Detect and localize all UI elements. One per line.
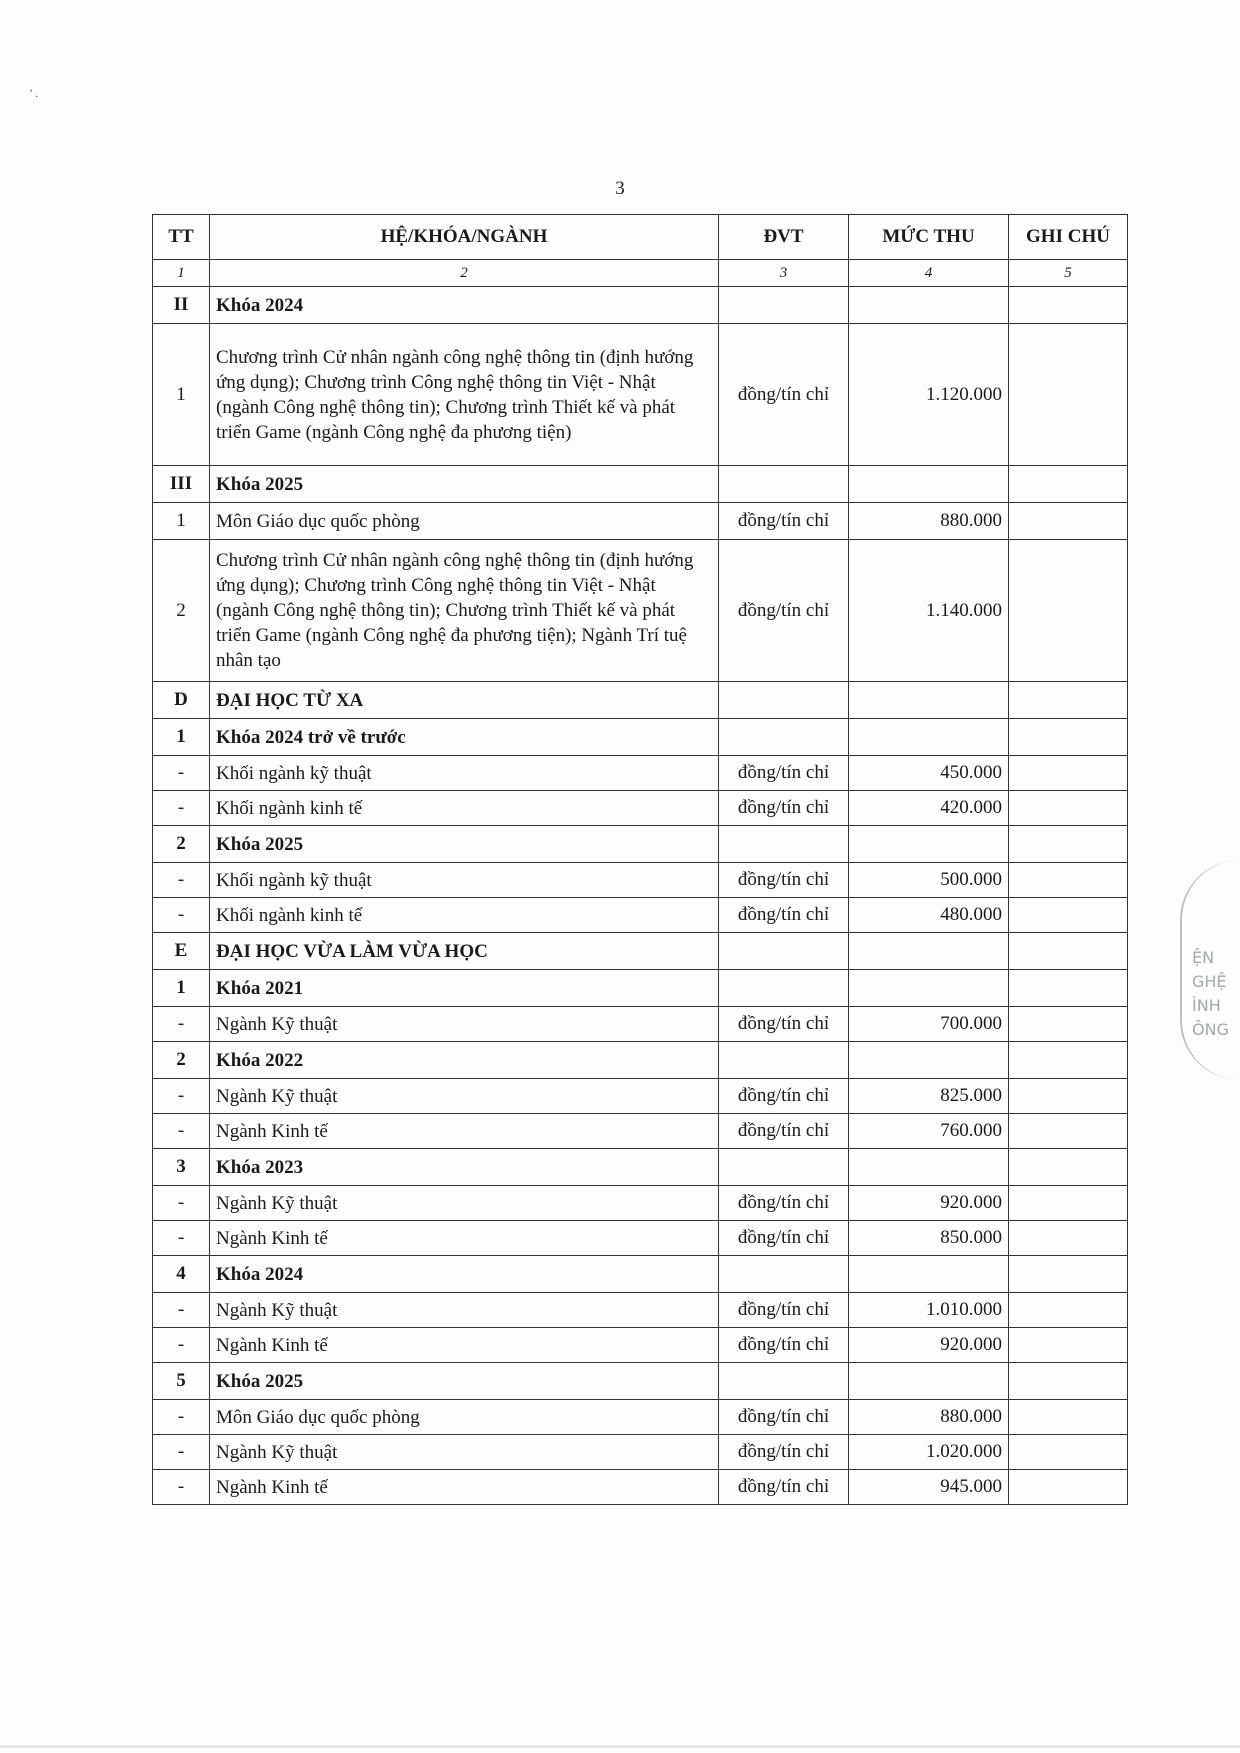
cell-tt: III <box>153 466 210 503</box>
table-row <box>153 756 1128 791</box>
cell-fee <box>849 1363 1009 1400</box>
cell-name: Khóa 2022 <box>210 1042 719 1079</box>
table-row <box>153 791 1128 826</box>
table-row <box>153 1042 1128 1079</box>
cell-tt: 1 <box>153 719 210 756</box>
header-tt: TT <box>153 215 210 260</box>
cell-note <box>1009 791 1128 826</box>
cell-note <box>1009 1221 1128 1256</box>
index-cell: 5 <box>1009 260 1128 287</box>
cell-unit <box>719 970 849 1007</box>
cell-fee: 945.000 <box>849 1470 1009 1505</box>
cell-name: Ngành Kỹ thuật <box>210 1186 719 1221</box>
cell-name: Khóa 2025 <box>210 826 719 863</box>
cell-unit <box>719 719 849 756</box>
table-row <box>153 1007 1128 1042</box>
cell-name: Ngành Kinh tế <box>210 1221 719 1256</box>
cell-note <box>1009 756 1128 791</box>
cell-note <box>1009 1114 1128 1149</box>
cell-name: Khóa 2023 <box>210 1149 719 1186</box>
cell-tt: - <box>153 898 210 933</box>
cell-note <box>1009 1007 1128 1042</box>
cell-note <box>1009 933 1128 970</box>
cell-fee <box>849 1042 1009 1079</box>
cell-fee: 480.000 <box>849 898 1009 933</box>
cell-name: Ngành Kinh tế <box>210 1328 719 1363</box>
cell-tt: 3 <box>153 1149 210 1186</box>
table-row <box>153 1328 1128 1363</box>
cell-note <box>1009 1328 1128 1363</box>
cell-fee: 420.000 <box>849 791 1009 826</box>
cell-tt: - <box>153 791 210 826</box>
stamp-line: ÔNG <box>1192 1020 1229 1039</box>
cell-fee <box>849 287 1009 324</box>
cell-fee <box>849 719 1009 756</box>
table-row <box>153 1363 1128 1400</box>
cell-name: Khối ngành kinh tế <box>210 898 719 933</box>
cell-unit: đồng/tín chỉ <box>719 898 849 933</box>
table-row <box>153 324 1128 466</box>
cell-unit <box>719 1363 849 1400</box>
table-row <box>153 466 1128 503</box>
cell-fee <box>849 933 1009 970</box>
cell-note <box>1009 1293 1128 1328</box>
cell-fee <box>849 970 1009 1007</box>
header-unit: ĐVT <box>719 215 849 260</box>
table-row <box>153 1400 1128 1435</box>
cell-note <box>1009 682 1128 719</box>
table-row <box>153 970 1128 1007</box>
cell-fee <box>849 1149 1009 1186</box>
index-cell: 1 <box>153 260 210 287</box>
table-row <box>153 1186 1128 1221</box>
cell-note <box>1009 1186 1128 1221</box>
cell-name: Ngành Kỹ thuật <box>210 1007 719 1042</box>
cell-unit: đồng/tín chỉ <box>719 1293 849 1328</box>
cell-note <box>1009 466 1128 503</box>
table-row <box>153 503 1128 540</box>
cell-note <box>1009 540 1128 682</box>
cell-fee: 825.000 <box>849 1079 1009 1114</box>
cell-fee: 880.000 <box>849 1400 1009 1435</box>
cell-tt: 5 <box>153 1363 210 1400</box>
cell-name: Khóa 2024 <box>210 287 719 324</box>
table-row <box>153 1221 1128 1256</box>
table-row <box>153 898 1128 933</box>
cell-name: Chương trình Cử nhân ngành công nghệ thông tin (định hướng ứng dụng); Chương trình Công nghệ thông tin Việt - Nhật (ngành Công nghệ thông tin); Chương trình Thiết kế và phát triển Game (ngành Công nghệ đa phương tiện); Ngành Trí tuệ nhân tạo <box>210 540 719 682</box>
cell-note <box>1009 1363 1128 1400</box>
cell-unit <box>719 1149 849 1186</box>
cell-note <box>1009 1079 1128 1114</box>
cell-unit: đồng/tín chỉ <box>719 863 849 898</box>
cell-tt: 2 <box>153 1042 210 1079</box>
table-row <box>153 719 1128 756</box>
cell-tt: - <box>153 1293 210 1328</box>
cell-name: ĐẠI HỌC VỪA LÀM VỪA HỌC <box>210 933 719 970</box>
cell-unit: đồng/tín chỉ <box>719 1079 849 1114</box>
cell-name: ĐẠI HỌC TỪ XA <box>210 682 719 719</box>
table-row <box>153 1149 1128 1186</box>
cell-note <box>1009 1470 1128 1505</box>
cell-name: Ngành Kinh tế <box>210 1114 719 1149</box>
index-cell: 4 <box>849 260 1009 287</box>
table-row <box>153 1256 1128 1293</box>
table-row <box>153 540 1128 682</box>
table-row <box>153 287 1128 324</box>
cell-note <box>1009 1149 1128 1186</box>
stamp-line: ỆN <box>1192 948 1215 967</box>
cell-unit: đồng/tín chỉ <box>719 1470 849 1505</box>
header-note: GHI CHÚ <box>1009 215 1128 260</box>
cell-name: Ngành Kinh tế <box>210 1470 719 1505</box>
cell-name: Ngành Kỹ thuật <box>210 1293 719 1328</box>
cell-unit: đồng/tín chỉ <box>719 756 849 791</box>
header-row <box>153 215 1128 260</box>
cell-note <box>1009 1256 1128 1293</box>
index-cell: 3 <box>719 260 849 287</box>
header-fee: MỨC THU <box>849 215 1009 260</box>
cell-name: Ngành Kỹ thuật <box>210 1435 719 1470</box>
cell-note <box>1009 970 1128 1007</box>
stamp-line: GHỆ <box>1192 972 1227 991</box>
cell-fee <box>849 466 1009 503</box>
cell-note <box>1009 1042 1128 1079</box>
fee-table-body <box>153 287 1128 1505</box>
cell-note <box>1009 1435 1128 1470</box>
cell-tt: - <box>153 1114 210 1149</box>
cell-note <box>1009 898 1128 933</box>
cell-fee: 1.120.000 <box>849 324 1009 466</box>
table-row <box>153 1293 1128 1328</box>
cell-unit: đồng/tín chỉ <box>719 324 849 466</box>
cell-fee: 760.000 <box>849 1114 1009 1149</box>
cell-name: Khóa 2025 <box>210 466 719 503</box>
cell-unit: đồng/tín chỉ <box>719 1435 849 1470</box>
cell-unit <box>719 1256 849 1293</box>
cell-unit <box>719 466 849 503</box>
cell-fee: 1.020.000 <box>849 1435 1009 1470</box>
page-number: 3 <box>615 178 625 199</box>
cell-tt: - <box>153 756 210 791</box>
cell-tt: - <box>153 1400 210 1435</box>
cell-name: Khóa 2024 trở về trước <box>210 719 719 756</box>
table-row <box>153 933 1128 970</box>
cell-unit: đồng/tín chỉ <box>719 1007 849 1042</box>
cell-tt: - <box>153 1328 210 1363</box>
cell-fee: 850.000 <box>849 1221 1009 1256</box>
cell-fee <box>849 1256 1009 1293</box>
cell-name: Chương trình Cử nhân ngành công nghệ thông tin (định hướng ứng dụng); Chương trình Công nghệ thông tin Việt - Nhật (ngành Công nghệ thông tin); Chương trình Thiết kế và phát triển Game (ngành Công nghệ đa phương tiện) <box>210 324 719 466</box>
cell-tt: - <box>153 1007 210 1042</box>
cell-name: Khối ngành kinh tế <box>210 791 719 826</box>
cell-unit: đồng/tín chỉ <box>719 1221 849 1256</box>
cell-note <box>1009 826 1128 863</box>
cell-fee <box>849 826 1009 863</box>
cell-unit <box>719 933 849 970</box>
cell-tt: - <box>153 863 210 898</box>
cell-unit: đồng/tín chỉ <box>719 1186 849 1221</box>
cell-tt: E <box>153 933 210 970</box>
stamp-line: ÌNH <box>1192 996 1221 1015</box>
cell-unit: đồng/tín chỉ <box>719 1328 849 1363</box>
table-row <box>153 1435 1128 1470</box>
cell-name: Môn Giáo dục quốc phòng <box>210 503 719 540</box>
cell-name: Khóa 2025 <box>210 1363 719 1400</box>
cell-tt: 1 <box>153 970 210 1007</box>
cell-tt: - <box>153 1435 210 1470</box>
scan-mark: ' . <box>30 86 39 100</box>
cell-tt: 4 <box>153 1256 210 1293</box>
cell-name: Môn Giáo dục quốc phòng <box>210 1400 719 1435</box>
cell-fee: 1.140.000 <box>849 540 1009 682</box>
index-row <box>153 260 1128 287</box>
scan-edge <box>0 1745 1240 1748</box>
cell-tt: - <box>153 1186 210 1221</box>
cell-unit: đồng/tín chỉ <box>719 1114 849 1149</box>
cell-tt: D <box>153 682 210 719</box>
cell-fee: 1.010.000 <box>849 1293 1009 1328</box>
table-row <box>153 1114 1128 1149</box>
cell-name: Khối ngành kỹ thuật <box>210 863 719 898</box>
cell-tt: 2 <box>153 540 210 682</box>
header-name: HỆ/KHÓA/NGÀNH <box>210 215 719 260</box>
cell-name: Khối ngành kỹ thuật <box>210 756 719 791</box>
cell-fee: 920.000 <box>849 1328 1009 1363</box>
cell-unit: đồng/tín chỉ <box>719 540 849 682</box>
cell-fee: 920.000 <box>849 1186 1009 1221</box>
cell-note <box>1009 503 1128 540</box>
cell-fee <box>849 682 1009 719</box>
cell-tt: - <box>153 1079 210 1114</box>
table-row <box>153 682 1128 719</box>
cell-fee: 700.000 <box>849 1007 1009 1042</box>
index-cell: 2 <box>210 260 719 287</box>
cell-unit <box>719 1042 849 1079</box>
cell-tt: - <box>153 1470 210 1505</box>
cell-unit: đồng/tín chỉ <box>719 791 849 826</box>
cell-tt: 1 <box>153 503 210 540</box>
stamp <box>1180 860 1240 1080</box>
cell-tt: II <box>153 287 210 324</box>
cell-fee: 500.000 <box>849 863 1009 898</box>
cell-unit: đồng/tín chỉ <box>719 503 849 540</box>
cell-tt: - <box>153 1221 210 1256</box>
cell-tt: 1 <box>153 324 210 466</box>
cell-fee: 880.000 <box>849 503 1009 540</box>
cell-note <box>1009 863 1128 898</box>
table-row <box>153 1079 1128 1114</box>
table-row <box>153 826 1128 863</box>
fee-table <box>152 214 1128 1505</box>
table-row <box>153 1470 1128 1505</box>
cell-note <box>1009 719 1128 756</box>
cell-unit <box>719 287 849 324</box>
cell-tt: 2 <box>153 826 210 863</box>
cell-fee: 450.000 <box>849 756 1009 791</box>
cell-note <box>1009 324 1128 466</box>
cell-unit: đồng/tín chỉ <box>719 1400 849 1435</box>
cell-name: Khóa 2024 <box>210 1256 719 1293</box>
cell-unit <box>719 826 849 863</box>
cell-name: Khóa 2021 <box>210 970 719 1007</box>
table-row <box>153 863 1128 898</box>
cell-note <box>1009 1400 1128 1435</box>
cell-name: Ngành Kỹ thuật <box>210 1079 719 1114</box>
cell-note <box>1009 287 1128 324</box>
cell-unit <box>719 682 849 719</box>
